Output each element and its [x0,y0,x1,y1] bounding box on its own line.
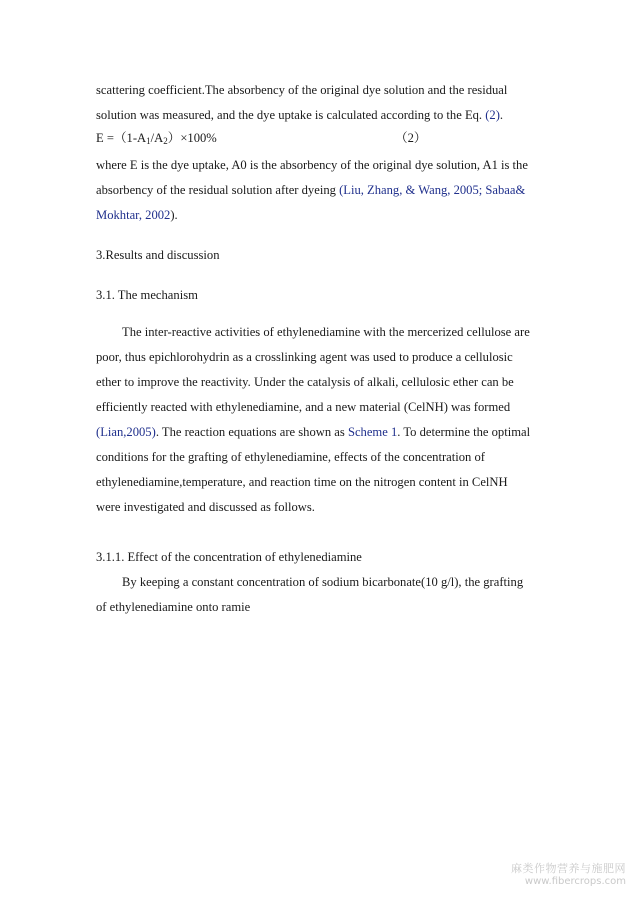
section-heading: 3.Results and discussion [96,248,220,262]
paragraph-line [96,82,507,98]
paragraph-line [96,424,530,440]
equation [96,130,217,149]
subsection-heading: 3.1. The mechanism [96,288,198,302]
watermark [511,862,626,888]
equation-part: /A [150,131,164,145]
text-run: where E is the dye uptake, A0 is the absorbency of the original dye solution, A1 is the [96,158,528,172]
citation-link[interactable]: (Lian,2005) [96,425,156,439]
text-run: were investigated and discussed as follows. [96,500,315,514]
text-run: The inter-reactive activities of ethylenediamine with the mercerized cellulose are [122,325,530,339]
scheme-reference-link[interactable]: Scheme 1 [347,425,398,439]
paragraph-line [96,399,510,415]
text-run: scattering coefficient.The absorbency of the original dye solution and the residual [96,83,508,97]
text-run: conditions for the grafting of ethylenediamine, effects of the concentration of [96,450,485,464]
paragraph-line [96,599,250,615]
paragraph-line [96,374,514,390]
equation-subscript: 2 [163,136,168,146]
paragraph-line [96,449,485,465]
watermark-title: 麻类作物营养与施肥网 [511,862,626,875]
watermark-url: www.fibercrops.com [524,876,626,887]
text-run: poor, thus epichlorohydrin as a crosslinking agent was used to produce a cellulosic [96,350,513,364]
citation-link[interactable]: Mokhtar, 2002 [96,208,171,222]
paragraph-line [122,324,530,340]
paragraph-line [96,499,315,515]
text-run: . The reaction equations are shown as [155,425,348,439]
text-run: of ethylenediamine onto ramie [96,600,251,614]
text-run: solution was measured, and the dye uptake is calculated according to the Eq. [96,108,486,122]
text-run: ). [170,208,178,222]
text-run: . To determine the optimal [397,425,531,439]
paragraph-line [96,474,508,490]
paragraph-line [96,107,503,123]
text-run: ethylenediamine,temperature, and reaction time on the nitrogen content in CelNH [96,475,508,489]
equation-part: E =（1-A [96,131,147,145]
text-run: . [499,108,504,122]
text-run: By keeping a constant concentration of sodium bicarbonate(10 g/l), the grafting [122,575,524,589]
text-run: efficiently reacted with ethylenediamine, and a new material (CelNH) was formed [96,400,511,414]
text-run: absorbency of the residual solution after dyeing [96,183,340,197]
subsubsection-heading: 3.1.1. Effect of the concentration of ethylenediamine [96,550,362,564]
equation-subscript: 1 [146,136,151,146]
paragraph-line [96,207,178,223]
text-run: ether to improve the reactivity. Under the catalysis of alkali, cellulosic ether can be [96,375,514,389]
citation-link[interactable]: (Liu, Zhang, & Wang, 2005; Sabaa& [339,183,526,197]
equation-reference-link[interactable]: (2) [485,108,500,122]
equation-number: （2） [395,131,427,145]
paragraph-line [122,574,523,590]
paragraph-line [96,157,528,173]
paragraph-line [96,349,513,365]
paragraph-line [96,182,525,198]
equation-part: ）×100% [167,131,217,145]
